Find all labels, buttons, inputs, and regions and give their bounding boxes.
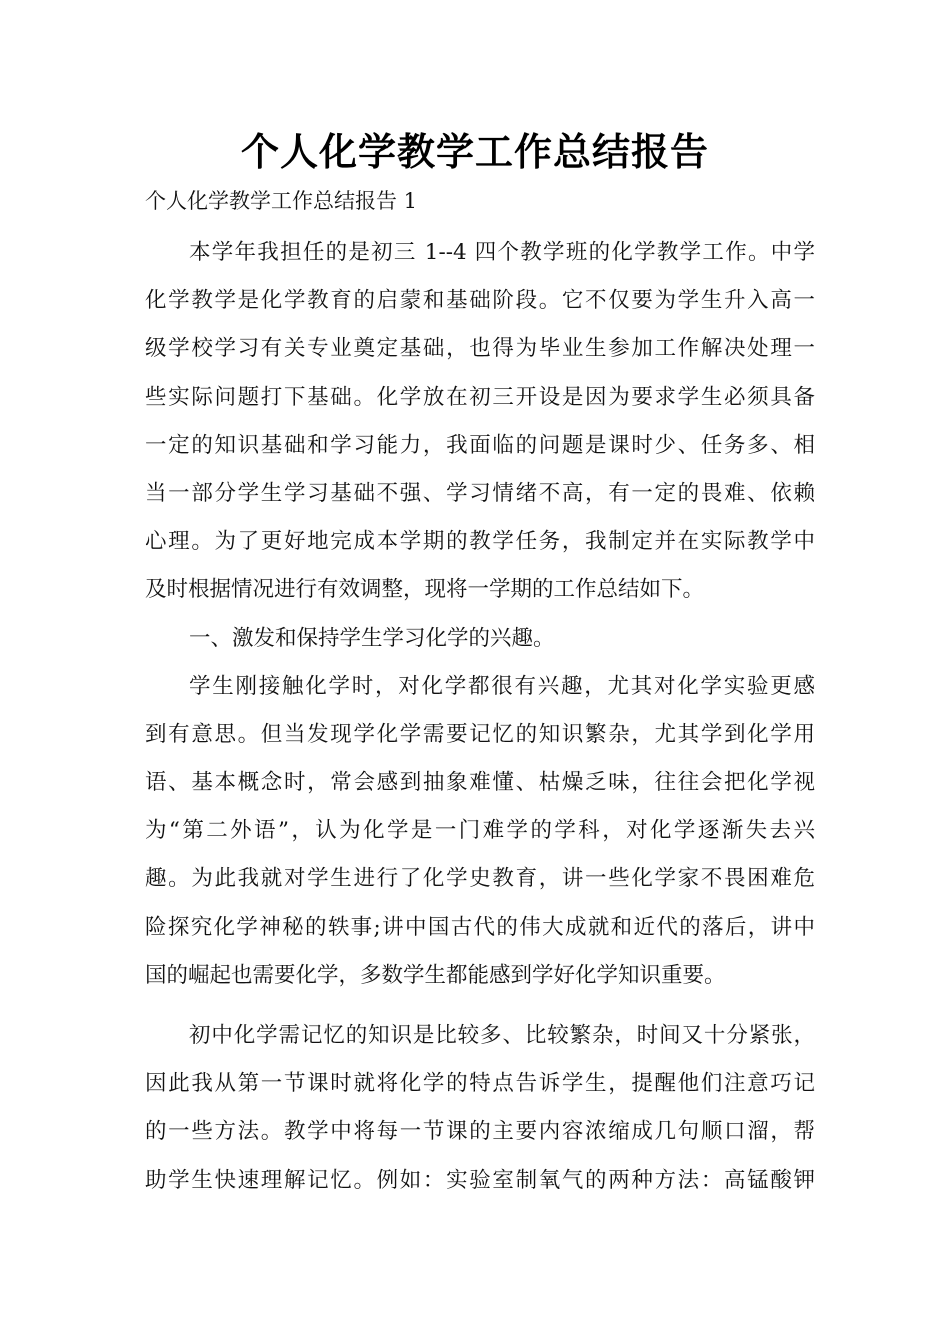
paragraph-line: 一定的知识基础和学习能力，我面临的问题是课时少、任务多、相 <box>145 432 815 458</box>
paragraph-line: 险探究化学神秘的轶事;讲中国古代的伟大成就和近代的落后，讲中 <box>145 914 815 940</box>
paragraph-line: 当一部分学生学习基础不强、学习情绪不高，有一定的畏难、依赖 <box>145 480 815 506</box>
document-subtitle: 个人化学教学工作总结报告 1 <box>145 189 418 213</box>
document-title: 个人化学教学工作总结报告 <box>240 130 709 174</box>
paragraph-line: 本学年我担任的是初三 1--4 四个教学班的化学教学工作。中学 <box>189 240 815 265</box>
paragraph-line: 语、基本概念时，常会感到抽象难懂、枯燥乏味，往往会把化学视 <box>145 770 815 796</box>
paragraph-line: 趣。为此我就对学生进行了化学史教育，讲一些化学家不畏困难危 <box>145 866 815 892</box>
paragraph-line: 些实际问题打下基础。化学放在初三开设是因为要求学生必须具备 <box>145 384 815 410</box>
section-heading: 一、激发和保持学生学习化学的兴趣。 <box>189 625 555 651</box>
paragraph-line: 及时根据情况进行有效调整，现将一学期的工作总结如下。 <box>145 577 705 603</box>
paragraph-line: 心理。为了更好地完成本学期的教学任务，我制定并在实际教学中 <box>145 529 815 555</box>
paragraph-line: 因此我从第一节课时就将化学的特点告诉学生，提醒他们注意巧记 <box>145 1071 815 1097</box>
paragraph-line: 级学校学习有关专业奠定基础，也得为毕业生参加工作解决处理一 <box>145 336 815 362</box>
paragraph-line: 助学生快速理解记忆。例如：实验室制氧气的两种方法：高锰酸钾 <box>145 1167 815 1193</box>
paragraph-gap <box>145 1007 815 1019</box>
paragraph-line: 学生刚接触化学时，对化学都很有兴趣，尤其对化学实验更感 <box>189 673 815 699</box>
paragraph-line: 的一些方法。教学中将每一节课的主要内容浓缩成几句顺口溜，帮 <box>145 1119 815 1145</box>
paragraph-line: 为“第二外语”，认为化学是一门难学的学科，对化学逐渐失去兴 <box>145 818 815 844</box>
paragraph-line: 化学教学是化学教育的启蒙和基础阶段。它不仅要为学生升入高一 <box>145 288 815 314</box>
paragraph-line: 国的崛起也需要化学，多数学生都能感到学好化学知识重要。 <box>145 962 726 988</box>
paragraph-line: 初中化学需记忆的知识是比较多、比较繁杂，时间又十分紧张， <box>189 1023 815 1048</box>
paragraph-line: 到有意思。但当发现学化学需要记忆的知识繁杂，尤其学到化学用 <box>145 721 815 747</box>
document-body <box>145 236 815 1212</box>
